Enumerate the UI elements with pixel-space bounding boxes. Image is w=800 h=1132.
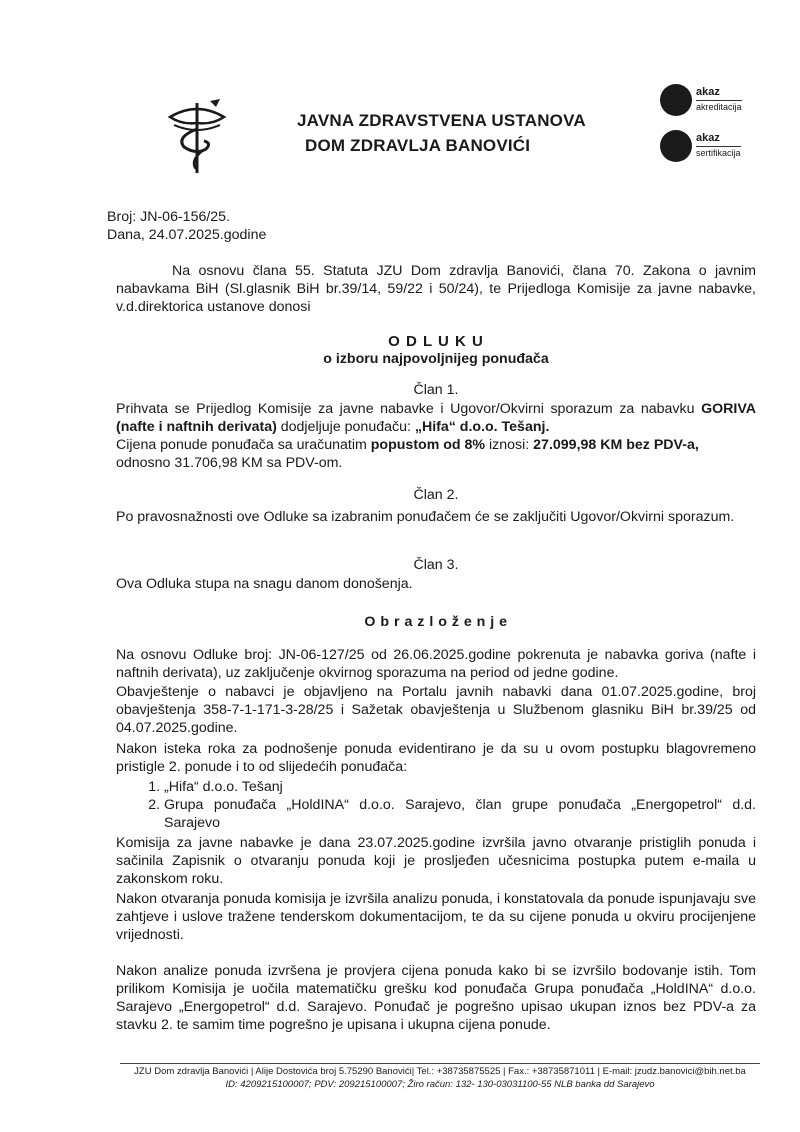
list-item: 2. Grupa ponuđača „HoldINA“ d.o.o. Sarajevo, član grupe ponuđača „Energopetrol“ d.d. Sarajevo (164, 796, 756, 832)
article-1-text: Prihvata se Prijedlog Komisije za javne nabavke i Ugovor/Okvirni sporazum za nabavku GORIVA (nafte i naftnih derivata) dodjeljuje ponuđaču: „Hifa“ d.o.o. Tešanj. Cijena ponude ponuđača sa uračunatim popustom od 8% iznosi: 27.099,98 KM bez PDV-a, odnosno 31.706,98 KM sa PDV-om. (116, 401, 756, 471)
document-number: Broj: JN-06-156/25. (107, 209, 231, 225)
document-title: O D L U K U (388, 333, 484, 350)
footer-bank-info: ID: 4209215100007; PDV: 209215100007; Žiro račun: 132- 130-03031100-55 NLB banka dd Sarajevo (225, 1079, 655, 1090)
article-3-text: Ova Odluka stupa na snagu danom donošenja. (116, 576, 413, 592)
document-subtitle: o izboru najpovoljnijeg ponuđača (323, 351, 549, 367)
justification-p2: Obavještenje o nabavci je objavljeno na Portalu javnih nabavki dana 01.07.2025.godine, broj obavještenja 358-7-1-171-3-28/25 i Sažetak obavještenja u Službenom glasniku BiH br.39/25 od 04.07.2025.godine. (116, 684, 756, 736)
institution-name-line2: DOM ZDRAVLJA BANOVIĆI (305, 136, 531, 155)
justification-p3: Nakon isteka roka za podnošenje ponuda evidentirano je da su u ovom postupku blagovremeno pristigle 2. ponude i to od slijedećih ponuđača: (116, 741, 756, 775)
akaz-accreditation-badge: akaz akreditacija (660, 84, 760, 124)
justification-p4: Komisija za javne nabavke je dana 23.07.2025.godine izvršila javno otvaranje pristiglih ponuda i sačinila Zapisnik o otvaranju ponuda koji je prosljeđen učesnicima postupka putem e-maila u zakonskom roku. (116, 835, 756, 887)
justification-p1: Na osnovu Odluke broj: JN-06-127/25 od 26.06.2025.godine pokrenuta je nabavka goriva (nafte i naftnih derivata), uz zaključenje okvirnog sporazuma na period od jedne godine. (116, 647, 756, 681)
justification-p6: Nakon analize ponuda izvršena je provjera cijena ponuda kako bi se izvršilo bodovanje istih. Tom prilikom Komisija je uočila matematičku grešku kod ponuđača Grupa ponuđača „HoldINA“ d.o.o. Sarajevo „Energopetrol“ d.d. Sarajevo. Ponuđač je pogrešno upisao ukupan iznos bez PDV-a za stavku 2. te samim time pogrešno je upisana i ukupna cijena ponude. (116, 963, 756, 1033)
article-1-heading: Član 1. (413, 382, 459, 398)
footer-divider (120, 1063, 760, 1064)
intro-paragraph: Na osnovu člana 55. Statuta JZU Dom zdravlja Banovići, člana 70. Zakona o javnim nabavkama BiH (Sl.glasnik BiH br.39/14, 59/22 i 50/24), te Prijedloga Komisije za javne nabavke, v.d.direktorica ustanove donosi (116, 263, 756, 315)
offers-list (140, 778, 756, 832)
justification-heading: O b r a z l o ž e n j e (364, 614, 508, 630)
document-date: Dana, 24.07.2025.godine (107, 227, 267, 243)
article-3-heading: Član 3. (413, 557, 459, 573)
list-item: 1. „Hifa“ d.o.o. Tešanj (164, 778, 756, 796)
article-2-heading: Član 2. (413, 487, 459, 503)
justification-p5: Nakon otvaranja ponuda komisija je izvršila analizu ponuda, i konstatovala da ponude ispunjavaju sve zahtjeve i uslove tražene tenderskom dokumentacijom, te da su cijene ponuda u okviru procijenjene vrijednosti. (116, 891, 756, 943)
article-2-text: Po pravosnažnosti ove Odluke sa izabranim ponuđačem će se zaključiti Ugovor/Okvirni sporazum. (116, 509, 735, 525)
akaz-q-icon (660, 130, 692, 162)
footer-contact: JZU Dom zdravlja Banovići | Alije Dostovića broj 5.75290 Banovići| Tel.: +38735875525 | Fax.: +38735871011 | E-mail: jzudz.banovici@bih.net.ba (134, 1066, 746, 1077)
institution-name-line1: JAVNA ZDRAVSTVENA USTANOVA (297, 111, 586, 130)
caduceus-logo-icon (162, 95, 232, 175)
akaz-q-icon (660, 84, 692, 116)
akaz-certification-badge: akaz sertifikacija (660, 130, 760, 170)
document-meta (107, 208, 266, 244)
